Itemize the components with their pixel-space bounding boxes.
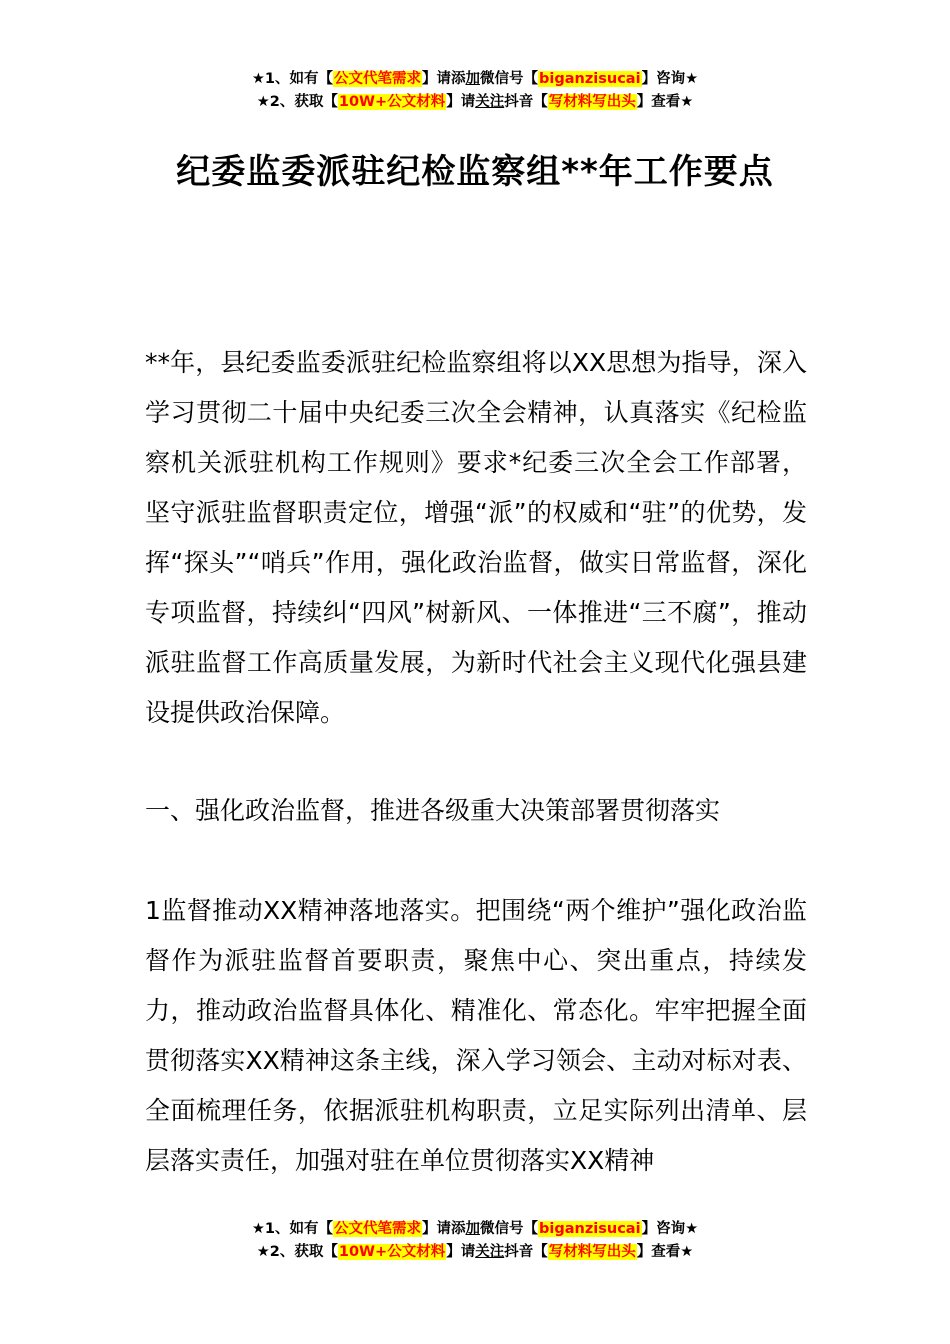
document-title: 纪委监委派驻纪检监察组**年工作要点: [176, 152, 774, 192]
banner-text: ★1、如有【: [251, 1221, 334, 1237]
banner-line-1: [0, 1218, 950, 1241]
banner-text: ★2、获取【: [256, 94, 338, 110]
intro-paragraph: **年，县纪委监委派驻纪检监察组将以XX思想为指导，深入学习贯彻二十届中央纪委三次全会精神，认真落实《纪检监察机关派驻机构工作规则》要求*纪委三次全会工作部署，坚守派驻监督职责定位，增强“派”的权威和“驻”的优势，发挥“探头”“哨兵”作用，强化政治监督，做实日常监督，深化专项监督，持续纠“四风”树新风、一体推进“三不腐”，推动派驻监督工作高质量发展，为新时代社会主义现代化强县建设提供政治保障。: [145, 348, 807, 727]
banner-underline: 关注: [475, 1244, 505, 1260]
banner-line-1: [0, 68, 950, 91]
banner-text: 】请添: [422, 1221, 466, 1237]
section-heading: 一、强化政治监督，推进各级重大决策部署贯彻落实: [145, 796, 721, 825]
banner-highlight: biganzisucai: [539, 1221, 641, 1237]
banner-text: 】请添: [422, 71, 466, 87]
banner-text: ★2、获取【: [256, 1244, 338, 1260]
banner-highlight: 10W+公文材料: [338, 94, 446, 110]
banner-underline: 关注: [475, 94, 505, 110]
banner-text: 微信号【: [480, 71, 539, 87]
banner-highlight: 10W+公文材料: [338, 1244, 446, 1260]
banner-text: 抖音【: [504, 94, 548, 110]
banner-highlight: 写材料写出头: [548, 94, 636, 110]
banner-text: 微信号【: [480, 1221, 539, 1237]
banner-text: 】查看★: [636, 94, 694, 110]
banner-text: 】请: [446, 1244, 476, 1260]
banner-text: 】请: [446, 94, 476, 110]
banner-highlight: biganzisucai: [539, 71, 641, 87]
footer-banner: [0, 1218, 950, 1264]
banner-text: 】咨询★: [641, 1221, 699, 1237]
banner-text: ★1、如有【: [251, 71, 334, 87]
banner-text: 】查看★: [636, 1244, 694, 1260]
banner-underline: 加: [465, 71, 481, 87]
banner-underline: 加: [465, 1221, 481, 1237]
banner-text: 】咨询★: [641, 71, 699, 87]
banner-line-2: [0, 1241, 950, 1264]
banner-highlight: 公文代笔需求: [334, 71, 422, 87]
body-paragraph: 1监督推动XX精神落地落实。把围绕“两个维护”强化政治监督作为派驻监督首要职责，聚焦中心、突出重点，持续发力，推动政治监督具体化、精准化、常态化。牢牢把握全面贯彻落实XX精神这条主线，深入学习领会、主动对标对表、全面梳理任务，依据派驻机构职责，立足实际列出清单、层层落实责任，加强对驻在单位贯彻落实XX精神: [145, 896, 807, 1175]
banner-line-2: [0, 91, 950, 114]
header-banner: [0, 68, 950, 114]
banner-highlight: 写材料写出头: [548, 1244, 636, 1260]
banner-highlight: 公文代笔需求: [334, 1221, 422, 1237]
banner-text: 抖音【: [504, 1244, 548, 1260]
